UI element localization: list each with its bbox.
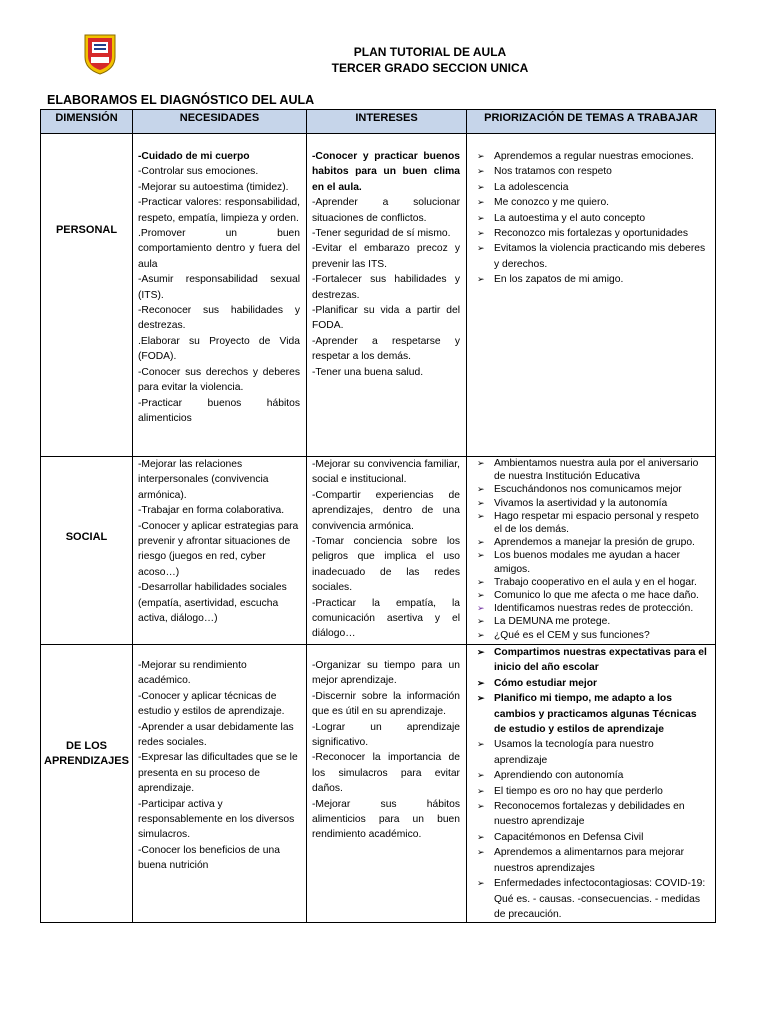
list-item: ➢ Los buenos modales me ayudan a hacer amigos. [467,549,709,575]
list-item: ➢ La autoestima y el auto concepto [467,211,709,226]
title-line-2: TERCER GRADO SECCION UNICA [331,61,529,75]
list-item: -Practicar buenos hábitos alimenticios [138,397,300,424]
dimension-personal: PERSONAL [41,134,133,457]
list-item: -Conocer y aplicar técnicas de estudio y estilos de aprendizaje. [138,690,285,718]
list-item: -Aprender a usar debidamente las redes sociales. [138,721,294,749]
diagnostic-table [40,109,716,923]
intereses-social [307,457,467,645]
list-item: ➢ Cómo estudiar mejor [467,676,709,691]
list-item: -Desarrollar habilidades sociales (empatía, asertividad, escucha activa, diálogo…) [138,582,287,625]
list-item: -Mejorar sus hábitos alimenticios para un buen rendimiento académico. [312,798,460,841]
list-item: ➢ Reconozco mis fortalezas y oportunidades [467,226,709,241]
list-item: ➢ Evitamos la violencia practicando mis deberes y derechos. [467,241,709,272]
list-item: ➢ Aprendemos a alimentarnos para mejorar nuestros aprendizajes [467,845,709,876]
dimension-aprendizajes [41,645,133,923]
document-title [260,44,600,76]
list-item: ➢ La adolescencia [467,180,709,195]
list-item: ➢ La DEMUNA me protege. [467,615,709,628]
list-item: -Evitar el embarazo precoz y prevenir las ITS. [312,243,460,270]
header-necesidades: NECESIDADES [133,110,307,134]
list-item: -Aprender a respetarse y respetar a los demás. [312,335,460,363]
list-item: -Aprender a solucionar situaciones de conflictos. [312,197,460,224]
list-item: ➢ Aprendemos a regular nuestras emociones. [467,149,709,164]
list-item: ➢ Capacitémonos en Defensa Civil [467,830,709,845]
list-item: ➢ Me conozco y me quiero. [467,195,709,210]
header-dimension: DIMENSIÓN [41,110,133,134]
list-item: ➢ El tiempo es oro no hay que perderlo [467,784,709,799]
list-item: -Controlar sus emociones. [138,166,259,178]
list-item: -Tener seguridad de sí mismo. [312,228,451,240]
list-item: -Lograr un aprendizaje significativo. [312,721,460,749]
table-row-social [41,457,716,645]
priorizacion-social [467,457,716,645]
list-item: ➢ Planifico mi tiempo, me adapto a los cambios y practicamos algunas Técnicas de estudio y estilos de aprendizaje [467,691,709,737]
school-crest-logo [83,33,117,75]
table-row-personal [41,134,716,457]
list-item: .Promover un buen comportamiento dentro y fuera del aula [138,228,300,270]
title-line-1: PLAN TUTORIAL DE AULA [353,45,507,59]
list-item: ➢ ¿Qué es el CEM y sus funciones? [467,629,709,642]
list-item: ➢ Reconocemos fortalezas y debilidades en nuestro aprendizaje [467,799,709,830]
list-item: -Conocer sus derechos y deberes para evitar la violencia. [138,366,300,394]
list-item: -Conocer los beneficios de una buena nutrición [138,844,280,872]
table-header-row [41,110,716,134]
table-row-aprendizajes [41,645,716,923]
list-item: -Tener una buena salud. [312,366,424,378]
list-item: -Expresar las dificultades que se le presenta en su proceso de aprendizaje. [138,752,298,795]
list-item: -Planificar su vida a partir del FODA. [312,305,460,332]
list-item: ➢ Compartimos nuestras expectativas para el inicio del año escolar [467,645,709,676]
necesidades-aprendizajes [133,645,307,923]
list-item: -Practicar valores: responsabilidad, respeto, empatía, limpieza y orden. [138,197,300,224]
intereses-aprendizajes [307,645,467,923]
list-item: -Cuidado de mi cuerpo [138,151,250,162]
list-item: -Reconocer sus habilidades y destrezas. [138,305,300,332]
header-intereses: INTERESES [307,110,467,134]
list-item: ➢ Hago respetar mi espacio personal y respeto el de los demás. [467,510,709,536]
list-item: -Mejorar su autoestima (timidez). [138,181,289,193]
list-item: -Compartir experiencias de aprendizajes, dentro de una convivencia armónica. [312,489,460,532]
necesidades-personal [133,134,307,457]
list-item: ➢ Identificamos nuestras redes de protección. [467,602,709,615]
list-item: -Mejorar su convivencia familiar, social e institucional. [312,459,460,486]
necesidades-social [133,457,307,645]
list-item: ➢ En los zapatos de mi amigo. [467,272,709,287]
list-item: -Mejorar las relaciones interpersonales (convivencia armónica). [138,459,269,501]
list-item: ➢ Nos tratamos con respeto [467,164,709,179]
list-item: ➢ Enfermedades infectocontagiosas: COVID-19: Qué es. - causas. -consecuencias. - medidas de precaución. [467,876,709,922]
list-item: -Trabajar en forma colaborativa. [138,505,285,517]
list-item: ➢ Usamos la tecnología para nuestro aprendizaje [467,737,709,768]
section-heading: ELABORAMOS EL DIAGNÓSTICO DEL AULA [47,93,315,107]
list-item: ➢ Escuchándonos nos comunicamos mejor [467,483,709,496]
list-item: -Participar activa y responsablemente en los diversos simulacros. [138,798,295,841]
list-item: ➢ Aprendemos a manejar la presión de grupo. [467,536,709,549]
list-item: ➢ Trabajo cooperativo en el aula y en el hogar. [467,576,709,589]
list-item: -Conocer y aplicar estrategias para prevenir y afrontar situaciones de riesgo (juegos en red, cyber acoso…) [138,520,299,578]
list-item: -Fortalecer sus habilidades y destrezas. [312,274,460,301]
list-item: ➢ Ambientamos nuestra aula por el aniversario de nuestra Institución Educativa [467,457,709,483]
list-item: ➢ Aprendiendo con autonomía [467,768,709,783]
list-item: -Discernir sobre la información que es útil en su aprendizaje. [312,690,460,718]
header-priorizacion: PRIORIZACIÓN DE TEMAS A TRABAJAR [467,110,716,134]
list-item: -Mejorar su rendimiento académico. [138,660,247,687]
priorizacion-aprendizajes [467,645,716,923]
list-item: ➢ Vivamos la asertividad y la autonomía [467,497,709,510]
list-item: -Practicar la empatía, la comunicación asertiva y el diálogo… [312,597,460,640]
list-item: .Elaborar su Proyecto de Vida (FODA). [138,335,300,363]
dimension-label-line-2: APRENDIZAJES [44,754,129,767]
list-item: ➢ Comunico lo que me afecta o me hace daño. [467,589,709,602]
list-item: -Tomar conciencia sobre los peligros que implica el uso inadecuado de las redes sociales. [312,536,460,594]
list-item: -Reconocer la importancia de los simulacros para evitar daños. [312,752,460,795]
list-item: -Conocer y practicar buenos habitos para un buen clima en el aula. [312,151,460,193]
dimension-label-line-1: DE LOS [66,739,107,752]
intereses-personal [307,134,467,457]
list-item: -Asumir responsabilidad sexual (ITS). [138,274,300,301]
list-item: -Organizar su tiempo para un mejor aprendizaje. [312,660,460,687]
dimension-social: SOCIAL [41,457,133,645]
priorizacion-personal [467,134,716,457]
